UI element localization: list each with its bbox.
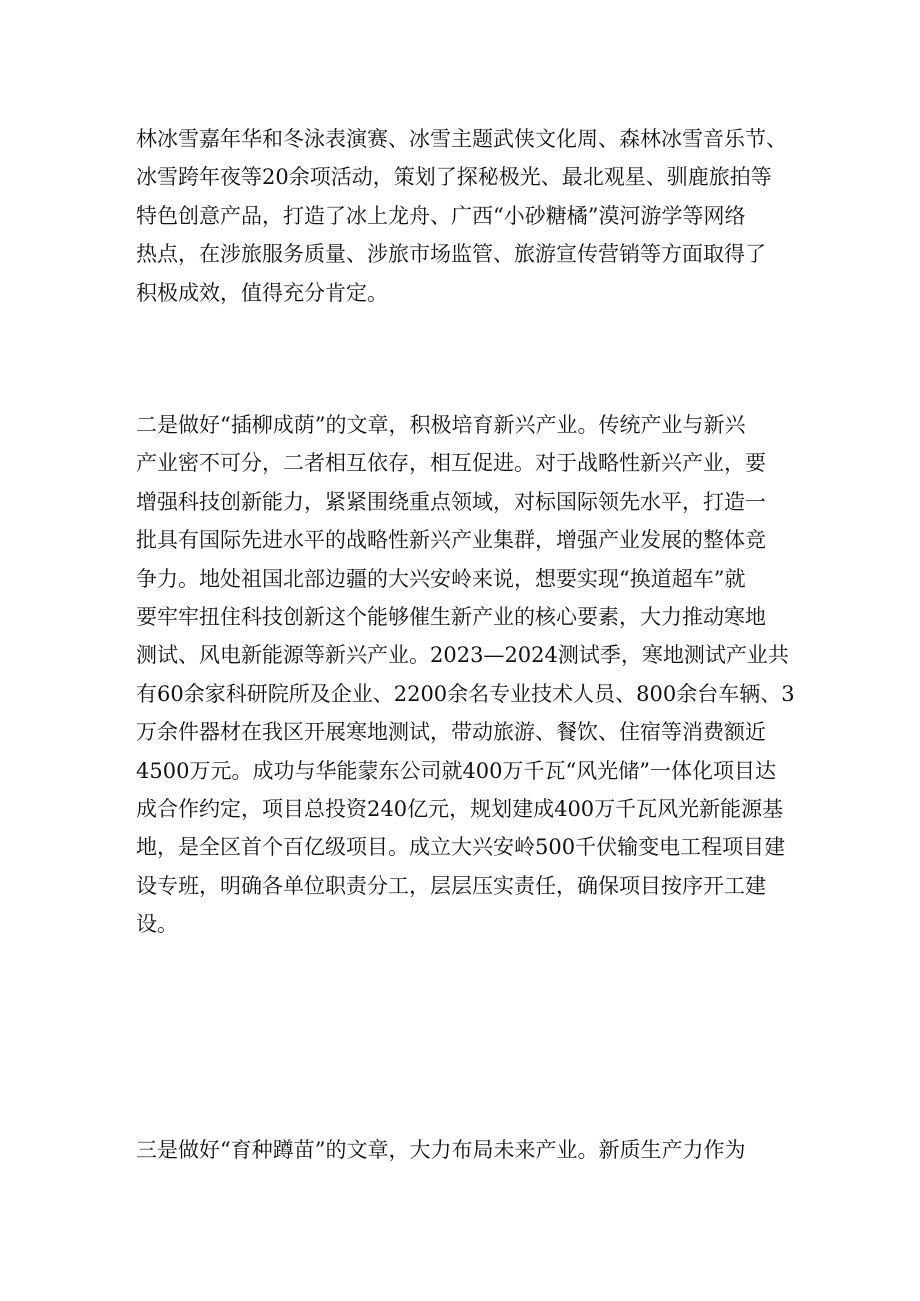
- text-line: 万余件器材在我区开展寒地测试，带动旅游、餐饮、住宿等消费额近: [136, 720, 766, 745]
- text-line: 成合作约定，项目总投资240亿元，规划建成400万千瓦风光新能源基: [136, 796, 784, 821]
- text-line: 热点，在涉旅服务质量、涉旅市场监管、旅游宣传营销等方面取得了: [136, 242, 766, 267]
- text-line: 产业密不可分，二者相互依存，相互促进。对于战略性新兴产业，要: [136, 451, 766, 476]
- text-line: 测试、风电新能源等新兴产业。2023—2024测试季，寒地测试产业共: [136, 643, 789, 668]
- text-line: 有60余家科研院所及企业、2200余名专业技术人员、800余台车辆、3: [136, 681, 795, 706]
- text-line: 积极成效，值得充分肯定。: [136, 280, 388, 305]
- text-line: 4500万元。成功与华能蒙东公司就400万千瓦“风光储”一体化项目达: [136, 758, 776, 783]
- paragraph-future-industries: [136, 1131, 796, 1169]
- text-line: 增强科技创新能力，紧紧围绕重点领域，对标国际领先水平，打造一: [136, 489, 766, 514]
- text-line: 二是做好“插柳成荫”的文章，积极培育新兴产业。传统产业与新兴: [136, 413, 746, 437]
- text-line: 设专班，明确各单位职责分工，层层压实责任，确保项目按序开工建: [136, 873, 766, 898]
- text-line: 批具有国际先进水平的战略性新兴产业集群，增强产业发展的整体竞: [136, 528, 766, 553]
- text-line: 争力。地处祖国北部边疆的大兴安岭来说，想要实现“换道超车”就: [136, 566, 746, 591]
- text-line: 特色创意产品，打造了冰上龙舟、广西“小砂糖橘”漠河游学等网络: [136, 203, 746, 228]
- paragraph-tourism-activities: [136, 120, 796, 312]
- text-line: 要牢牢扭住科技创新这个能够催生新产业的核心要素，大力推动寒地: [136, 604, 766, 629]
- text-line: 地，是全区首个百亿级项目。成立大兴安岭500千伏输变电工程项目建: [136, 835, 786, 860]
- text-line: 冰雪跨年夜等20余项活动，策划了探秘极光、最北观星、驯鹿旅拍等: [136, 165, 772, 190]
- text-line: 三是做好“育种蹲苗”的文章，大力布局未来产业。新质生产力作为: [136, 1138, 746, 1162]
- text-line: 设。: [136, 912, 178, 937]
- paragraph-emerging-industries: [136, 406, 796, 943]
- text-line: 林冰雪嘉年华和冬泳表演赛、冰雪主题武侠文化周、森林冰雪音乐节、: [136, 127, 787, 151]
